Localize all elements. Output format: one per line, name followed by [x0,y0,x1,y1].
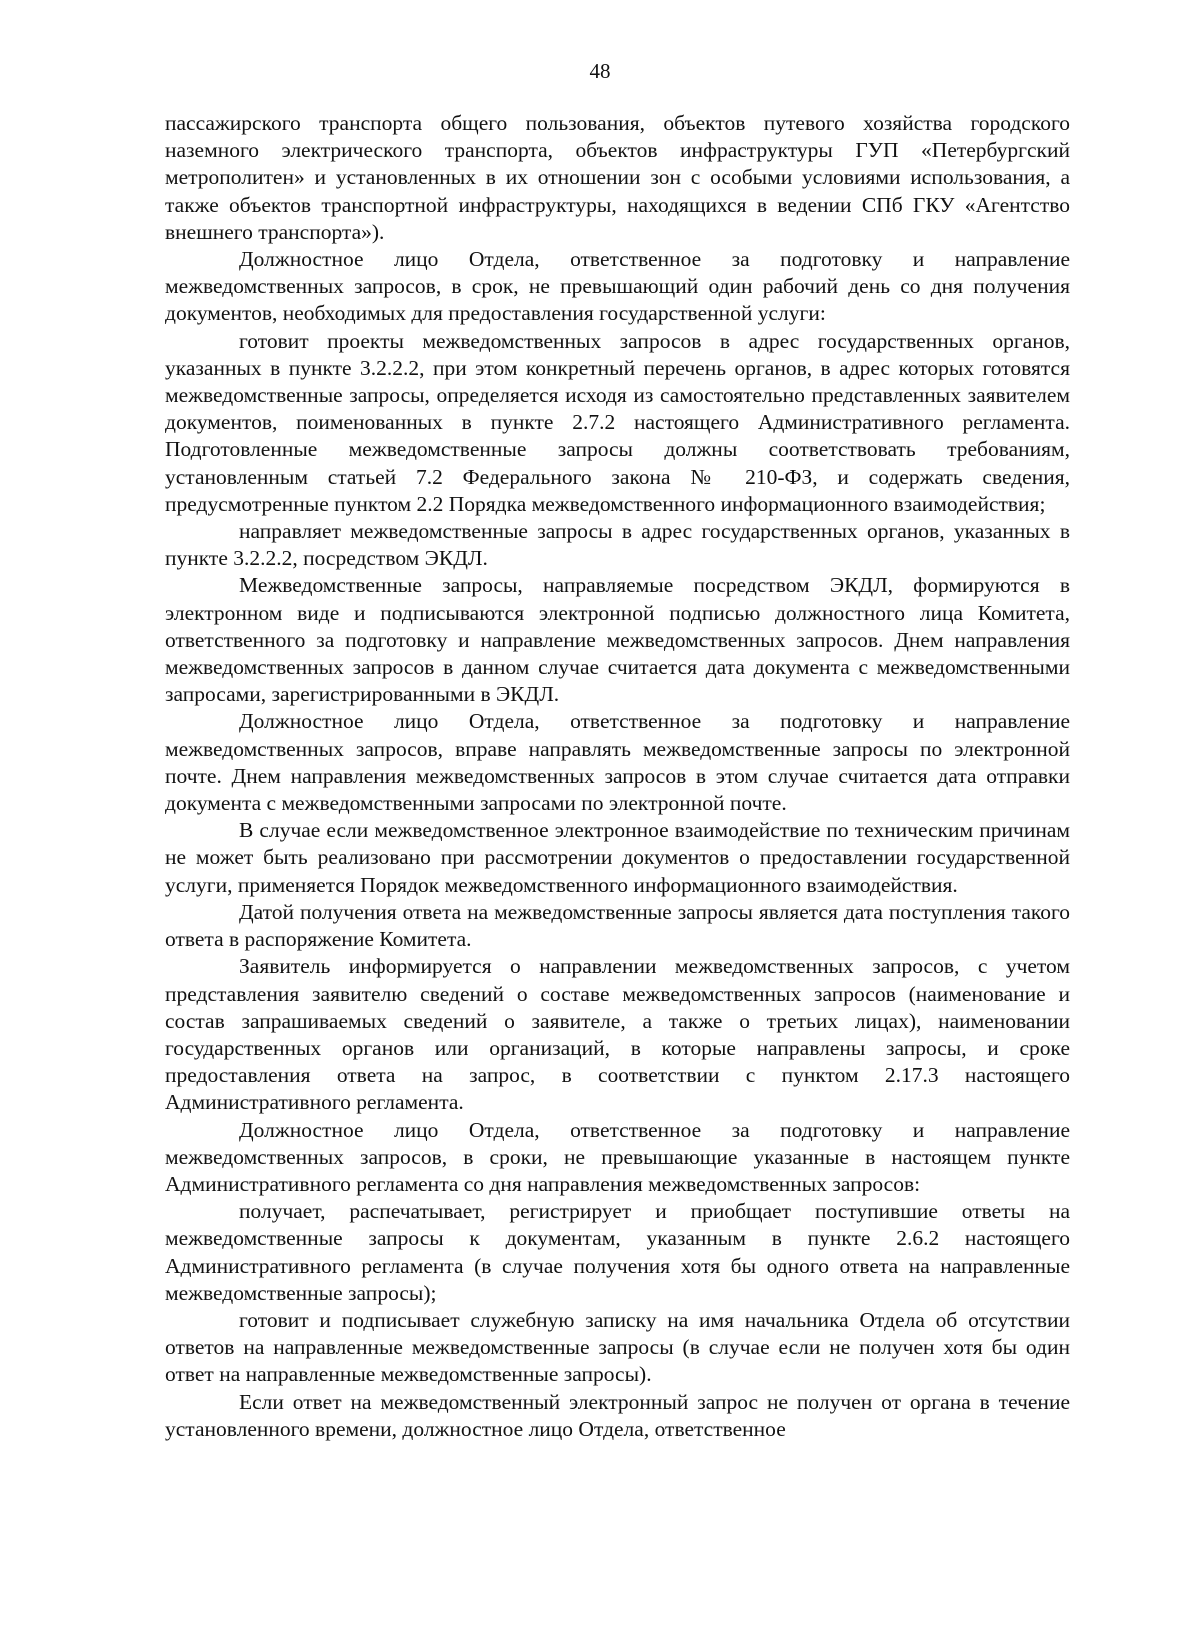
paragraph: Должностное лицо Отдела, ответственное за подготовку и направление межведомственных запросов, вправе направлять межведомственные запросы по электронной почте. Днем направления межведомственных запросов в этом случае считается дата отправки документа с межведомственными запросами по электронной почте. [165,709,1070,816]
paragraph: получает, распечатывает, регистрирует и приобщает поступившие ответы на межведомственные запросы к документам, указанным в пункте 2.6.2 настоящего Административного регламента (в случае получения хотя бы одного ответа на направленные межведомственные запросы); [165,1199,1070,1305]
paragraph: готовит проекты межведомственных запросов в адрес государственных органов, указанных в пункте 3.2.2.2, при этом конкретный перечень органов, в адрес которых готовятся межведомственные запросы, определяется исходя из самостоятельно представленных заявителем документов, поименованных в пункте 2.7.2 настоящего Административного регламента. Подготовленные межведомственные запросы должны соответствовать требованиям, установленным статьей 7.2 Федерального закона № 210-ФЗ, и содержать сведения, предусмотренные пунктом 2.2 Порядка межведомственного информационного взаимодействия; [165,328,1070,516]
paragraph: пассажирского транспорта общего пользования, объектов путевого хозяйства городского наземного электрического транспорта, объектов инфраструктуры ГУП «Петербургский метрополитен» и установленных в их отношении зон с особыми условиями использования, а также объектов транспортной инфраструктуры, находящихся в ведении СПб ГКУ «Агентство внешнего транспорта»). [165,111,1070,244]
paragraph: Заявитель информируется о направлении межведомственных запросов, с учетом представления заявителю сведений о составе межведомственных запросов (наименование и состав запрашиваемых сведений о заявителе, а также о третьих лицах), наименовании государственных органов или организаций, в которые направлены запросы, и сроке предоставления ответа на запрос, в соответствии с пунктом 2.17.3 настоящего Административного регламента. [165,954,1070,1115]
paragraph: Межведомственные запросы, направляемые посредством ЭКДЛ, формируются в электронном виде и подписываются электронной подписью должностного лица Комитета, ответственного за подготовку и направление межведомственных запросов. Днем направления межведомственных запросов в данном случае считается дата документа с межведомственными запросами, зарегистрированными в ЭКДЛ. [165,573,1070,707]
page-number: 48 [589,59,611,83]
paragraph: В случае если межведомственное электронное взаимодействие по техническим причинам не может быть реализовано при рассмотрении документов о предоставлении государственной услуги, применяется Порядок межведомственного информационного взаимодействия. [165,818,1070,897]
paragraph: Если ответ на межведомственный электронный запрос не получен от органа в течение установленного времени, должностное лицо Отдела, ответственное [165,1389,1070,1441]
paragraph: Должностное лицо Отдела, ответственное за подготовку и направление межведомственных запросов, в срок, не превышающий один рабочий день со дня получения документов, необходимых для предоставления государственной услуги: [165,247,1070,326]
document-body [165,110,1070,1443]
paragraph: Датой получения ответа на межведомственные запросы является дата поступления такого ответа в распоряжение Комитета. [165,899,1070,952]
paragraph: Должностное лицо Отдела, ответственное за подготовку и направление межведомственных запросов, в сроки, не превышающие указанные в настоящем пункте Административного регламента со дня направления межведомственных запросов: [165,1117,1070,1196]
paragraph: направляет межведомственные запросы в адрес государственных органов, указанных в пункте 3.2.2.2, посредством ЭКДЛ. [165,519,1070,571]
paragraph: готовит и подписывает служебную записку на имя начальника Отдела об отсутствии ответов на направленные межведомственные запросы (в случае если не получен хотя бы один ответ на направленные межведомственные запросы). [165,1307,1070,1387]
